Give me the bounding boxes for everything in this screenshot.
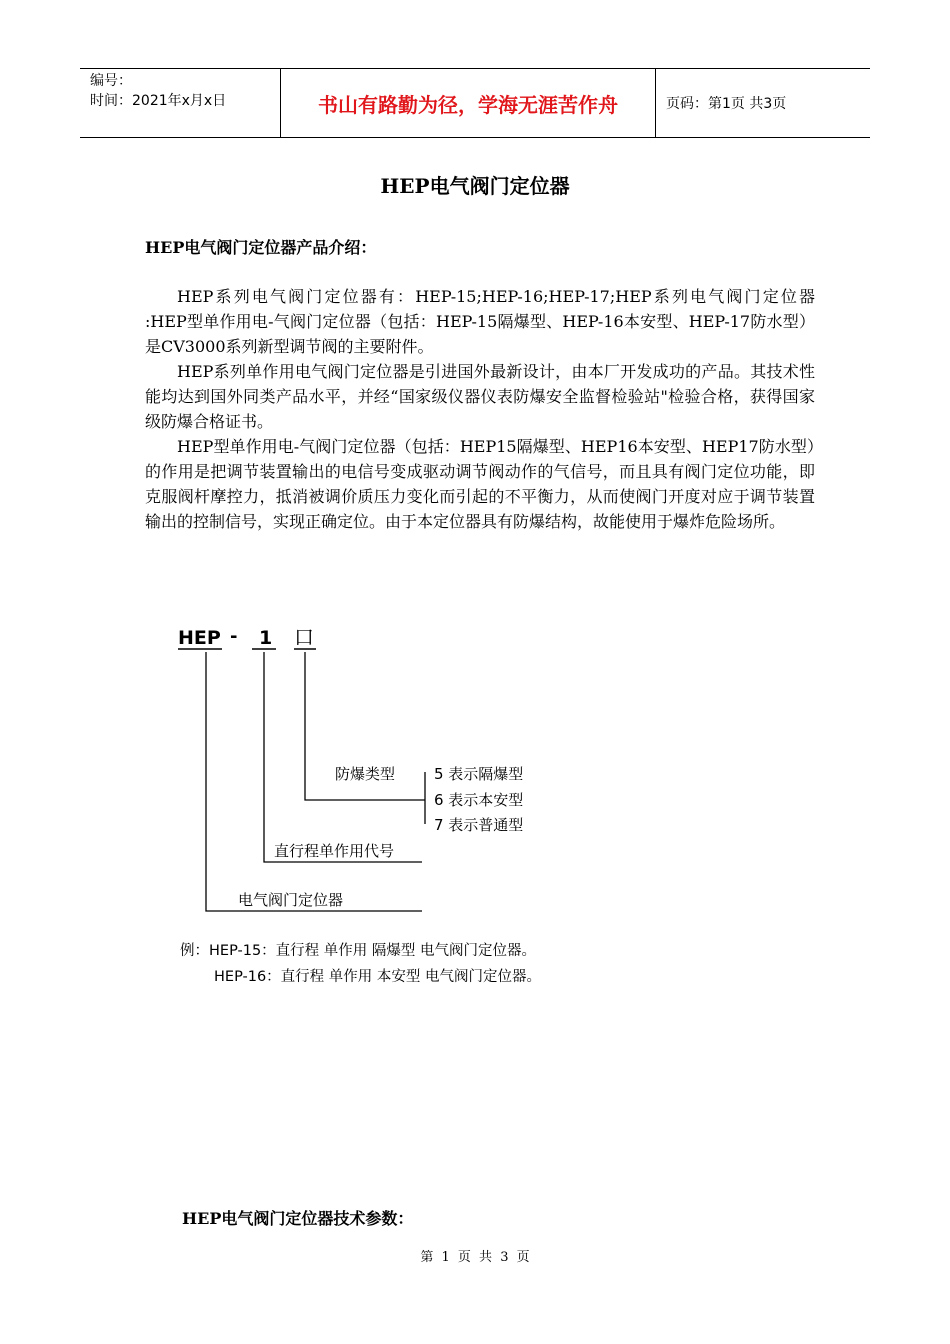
page-footer: 第 1 页 共 3 页 (420, 1250, 530, 1265)
device-label: 电气阀门定位器 (238, 891, 344, 909)
stroke-connector (264, 652, 422, 862)
example-line: HEP-16：直行程 单作用 本安型 电气阀门定位器。 (214, 969, 541, 985)
time-label: 时间：2021年x月x日 (90, 93, 227, 109)
code-prefix: HEP (178, 627, 221, 649)
tech-heading: HEP电气阀门定位器技术参数： (182, 1209, 414, 1228)
paragraph: HEP型单作用电-气阀门定位器（包括：HEP15隔爆型、HEP16本安型、HEP17防水型）的作用是把调节装置输出的电信号变成驱动调节阀动作的气信号，而且具有阀门定位功能，即克服阀杆摩控力，抵消被调价质压力变化而引起的不平衡力，从而使阀门开度对应于调节装置输出的控制信号，实现正确定位。由于本定位器具有防爆结构，故能使用于爆炸危险场所。 (145, 437, 815, 531)
stroke-label: 直行程单作用代号 (274, 842, 395, 860)
page-info: 页码：第1页 共3页 (666, 96, 787, 112)
model-code-diagram (170, 612, 610, 992)
code-dash: - (230, 626, 238, 647)
option-item: 6 表示本安型 (434, 791, 524, 809)
intro-body (145, 284, 815, 534)
document-title: HEP电气阀门定位器 (380, 174, 570, 198)
number-label: 编号： (90, 73, 132, 89)
header-table (80, 68, 870, 138)
explosion-label: 防爆类型 (335, 765, 396, 783)
example-line: 例：HEP-15：直行程 单作用 隔爆型 电气阀门定位器。 (180, 943, 536, 959)
option-item: 7 表示普通型 (434, 816, 524, 834)
paragraph: HEP系列电气阀门定位器有：HEP-15;HEP-16;HEP-17;HEP系列电气阀门定位器 :HEP型单作用电-气阀门定位器（包括：HEP-15隔爆型、HEP-16本安型、HEP-17防水型）是CV3000系列新型调节阀的主要附件。 (145, 287, 815, 356)
header-meta (80, 69, 280, 137)
paragraph: HEP系列单作用电气阀门定位器是引进国外最新设计，由本厂开发成功的产品。其技术性能均达到国外同类产品水平，并经“国家级仪器仪表防爆安全监督检验站"检验合格，获得国家级防爆合格证书。 (145, 362, 815, 431)
option-item: 5 表示隔爆型 (434, 765, 524, 783)
intro-heading: HEP电气阀门定位器产品介绍： (145, 238, 377, 257)
code-box: 口 (294, 625, 314, 649)
code-digit: 1 (259, 627, 273, 649)
motto: 书山有路勤为径，学海无涯苦作舟 (280, 69, 656, 137)
